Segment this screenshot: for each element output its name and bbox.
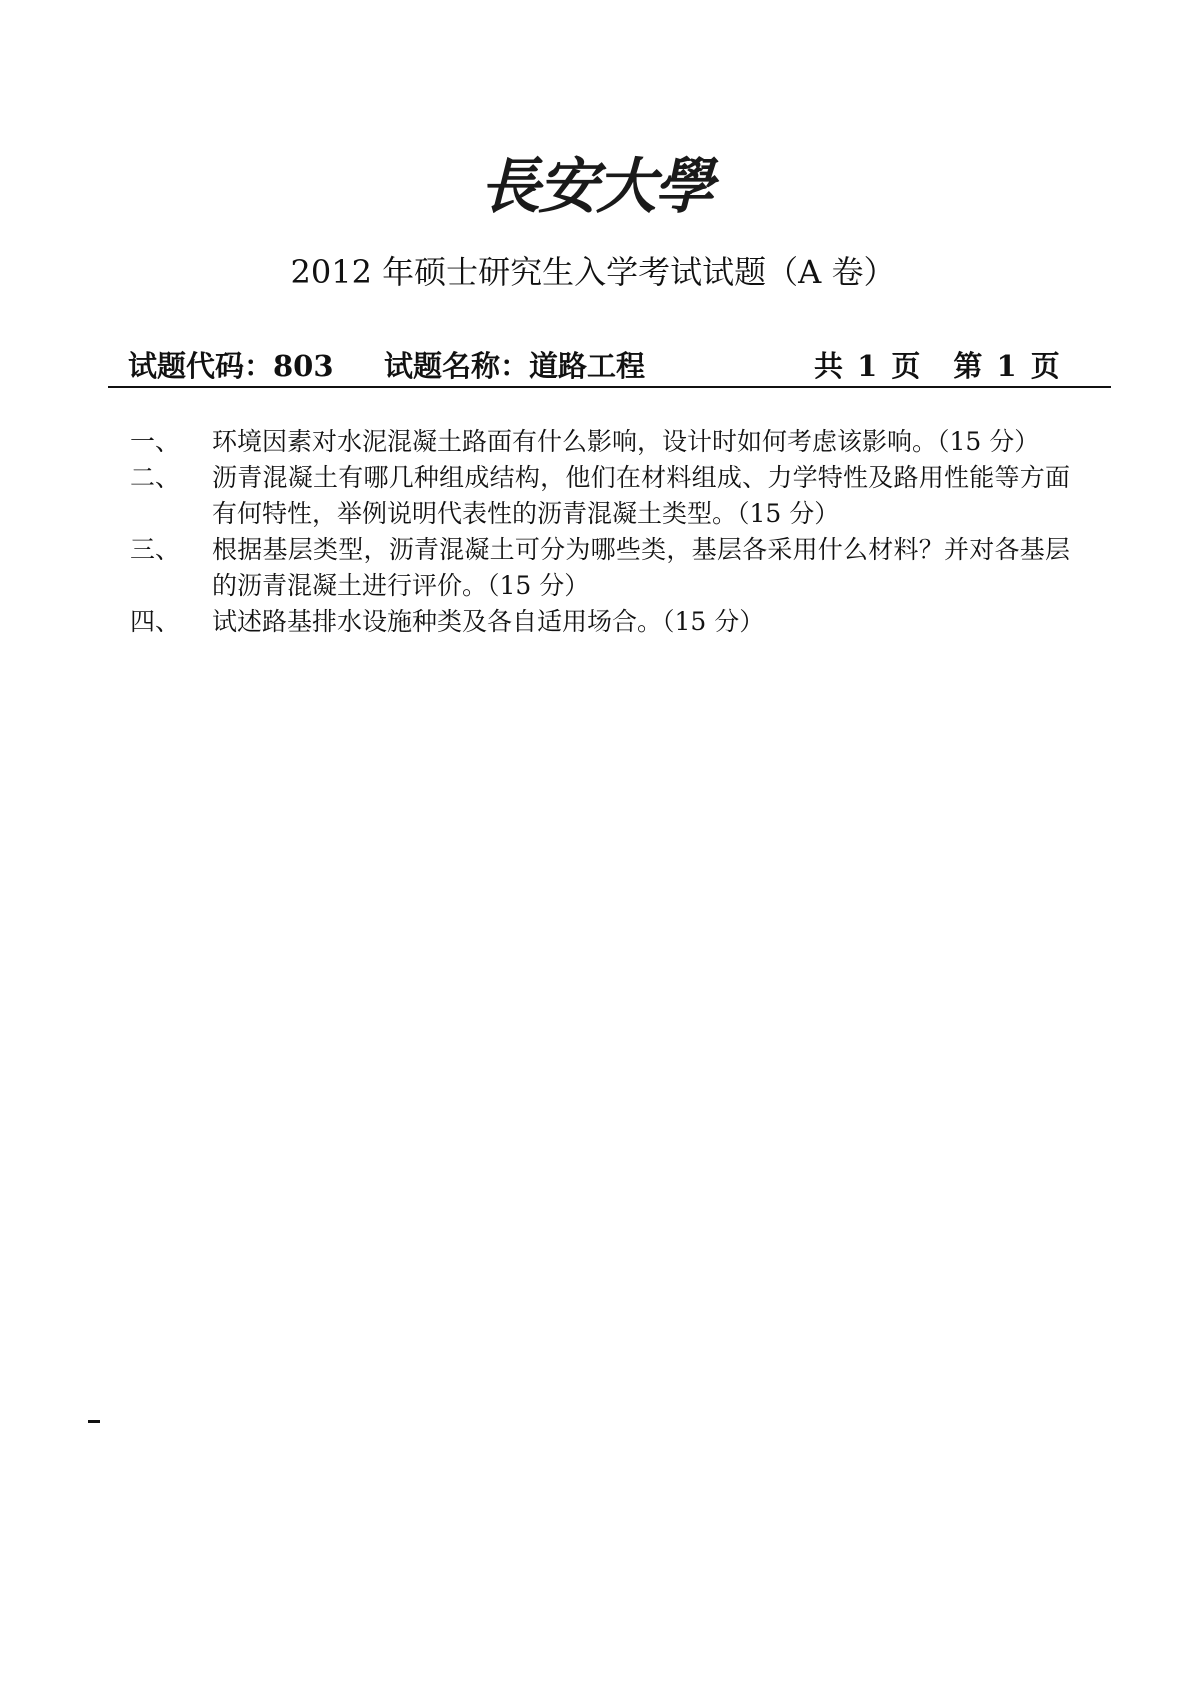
exam-info-bar xyxy=(108,340,1111,388)
question-number: 三、 xyxy=(130,535,181,564)
question-item xyxy=(130,460,1070,532)
question-item xyxy=(130,604,1070,640)
university-logo: 長安大學 xyxy=(480,152,712,222)
question-text: 环境因素对水泥混凝土路面有什么影响，设计时如何考虑该影响。（15 分） xyxy=(212,427,1040,456)
question-text: 沥青混凝土有哪几种组成结构，他们在材料组成、力学特性及路用性能等方面有何特性，举例说明代表性的沥青混凝土类型。（15 分） xyxy=(212,463,1070,528)
question-item xyxy=(130,532,1070,604)
question-number: 一、 xyxy=(130,427,181,456)
question-list xyxy=(130,424,1070,640)
exam-title xyxy=(0,250,1190,294)
page-count: 共 1 页 第 1 页 xyxy=(814,349,1062,383)
question-number: 四、 xyxy=(130,607,181,636)
exam-title-text: 2012 年硕士研究生入学考试试题（A 卷） xyxy=(290,253,896,291)
question-number: 二、 xyxy=(130,463,181,492)
question-item xyxy=(130,424,1070,460)
exam-subject-name: 试题名称：道路工程 xyxy=(384,349,646,383)
exam-code: 试题代码：803 xyxy=(128,349,334,383)
question-text: 根据基层类型，沥青混凝土可分为哪些类，基层各采用什么材料？并对各基层的沥青混凝土进行评价。（15 分） xyxy=(212,535,1070,600)
stray-mark xyxy=(88,1420,100,1423)
question-text: 试述路基排水设施种类及各自适用场合。（15 分） xyxy=(212,607,765,636)
